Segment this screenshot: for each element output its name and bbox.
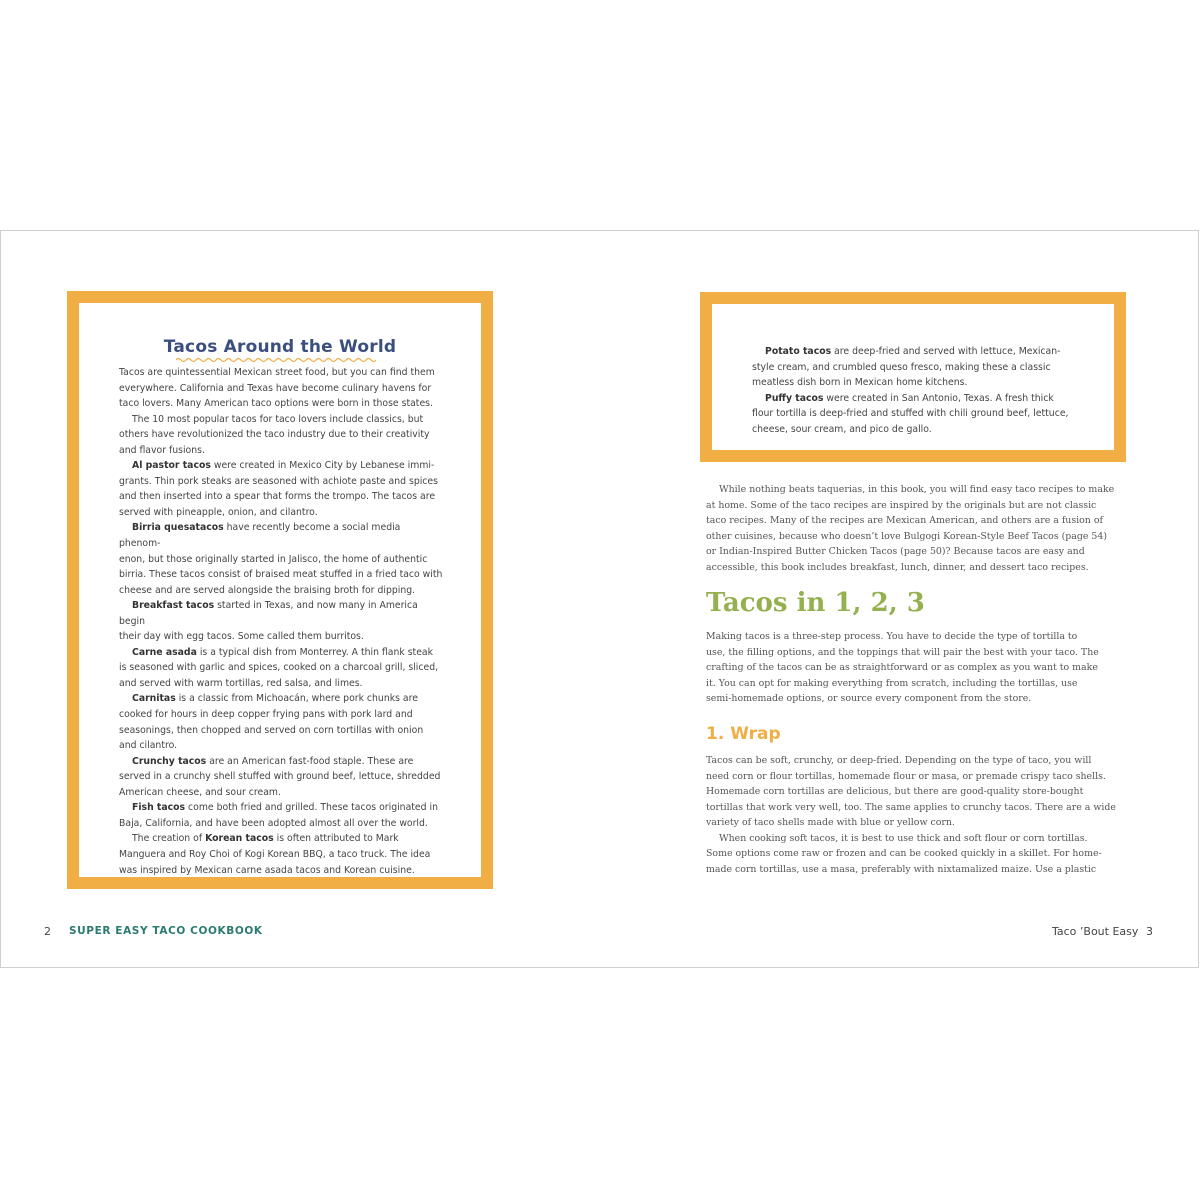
text-line: was inspired by Mexican carne asada tacos and Korean cuisine. (119, 864, 415, 876)
text-line: made corn tortillas, use a masa, preferably with nixtamalized maize. Use a plastic (706, 863, 1097, 875)
entry-name: Korean tacos (205, 833, 274, 845)
text-line: served in a crunchy shell stuffed with ground beef, lettuce, shredded (119, 771, 441, 783)
entry-name: Carne asada (132, 646, 197, 658)
text-line: were created in San Antonio, Texas. A fresh thick (823, 392, 1054, 404)
entry-crunchy (119, 754, 444, 801)
entry-carnitas (119, 691, 444, 753)
text-line: and cilantro. (119, 740, 178, 752)
text-line: flour tortilla is deep-fried and stuffed with chili ground beef, lettuce, (752, 408, 1069, 420)
text-line: and served with warm tortillas, red salsa, and limes. (119, 677, 363, 689)
text-line: is often attributed to Mark (273, 833, 399, 845)
text-line: accessible, this book includes breakfast, lunch, dinner, and dessert taco recipes. (706, 561, 1089, 573)
text-line: and then inserted into a spear that forms the trompo. The tacos are (119, 491, 436, 503)
entry-birria (119, 520, 444, 598)
entry-carne-asada (119, 645, 444, 692)
entry-name: Crunchy tacos (132, 755, 207, 767)
entry-potato (752, 344, 1077, 391)
text-line: or Indian-Inspired Butter Chicken Tacos (page 50)? Because tacos are easy and (706, 546, 1085, 558)
text-line: are an American fast-food staple. These are (206, 755, 414, 767)
entry-breakfast (119, 598, 444, 645)
right-page-number: 3 (1146, 925, 1153, 938)
text-line: need corn or flour tortillas, homemade flour or masa, or premade crispy taco shells. (706, 770, 1106, 782)
text-line: Homemade corn tortillas are delicious, but there are good-quality store-bought (706, 786, 1084, 798)
text-line: served with pineapple, onion, and cilantro. (119, 506, 318, 518)
entry-puffy (752, 391, 1077, 438)
text-line: their day with egg tacos. Some called them burritos. (119, 631, 364, 643)
section-intro-paragraph (706, 629, 1126, 707)
text-line: others have revolutionized the taco industry due to their creativity (119, 429, 430, 441)
text-line: semi-homemade options, or source every component from the store. (706, 693, 1032, 705)
wrap-paragraphs (706, 753, 1126, 877)
text-line: Baja, California, and have been adopted almost all over the world. (119, 817, 428, 829)
text-line: Manguera and Roy Choi of Kogi Korean BBQ, a taco truck. The idea (119, 848, 431, 860)
sidebar-title: Tacos Around the World (163, 337, 397, 357)
text-line: enon, but those originally started in Jalisco, the home of authentic (119, 553, 428, 565)
sidebar-body (119, 365, 444, 878)
text-line: is seasoned with garlic and spices, cooked on a charcoal grill, sliced, (119, 662, 439, 674)
sidebar-intro (119, 365, 444, 412)
text-line: birria. These tacos consist of braised meat stuffed in a fried taco with (119, 569, 443, 581)
title-underline-squiggle (176, 357, 379, 363)
text-line: use, the filling options, and the toppings that will pair the best with your taco. The (706, 646, 1099, 658)
entry-name: Puffy tacos (765, 392, 824, 404)
entry-name: Birria quesatacos (132, 522, 224, 534)
text-line: tortillas that work very well, too. The same applies to crunchy tacos. There are a wide (706, 801, 1116, 813)
text-line: is a classic from Michoacán, where pork chunks are (175, 693, 418, 705)
entry-name: Al pastor tacos (132, 460, 211, 472)
text-line: cheese, sour cream, and pico de gallo. (752, 423, 932, 435)
text-line: The 10 most popular tacos for taco lovers include classics, but (132, 413, 424, 425)
subsection-heading: 1. Wrap (706, 724, 781, 744)
text-line: While nothing beats taquerias, in this book, you will find easy taco recipes to make (719, 484, 1115, 495)
entry-fish (119, 800, 444, 831)
text-line: everywhere. California and Texas have become culinary havens for (119, 382, 432, 394)
entry-al-pastor (119, 458, 444, 520)
entry-name: Breakfast tacos (132, 600, 215, 612)
entry-korean (119, 831, 444, 878)
sidebar-box (67, 291, 493, 889)
entry-name: Carnitas (132, 693, 176, 705)
intro-paragraph (706, 482, 1126, 575)
sidebar-paragraph-2 (119, 412, 444, 459)
continued-sidebar-box (700, 292, 1126, 462)
text-line: it. You can opt for making everything from scratch, including the tortillas, use (706, 677, 1078, 689)
text-line: Tacos are quintessential Mexican street food, but you can find them (119, 367, 435, 378)
text-line: are deep-fried and served with lettuce, Mexican- (831, 346, 1061, 357)
left-page-number: 2 (44, 925, 51, 938)
text-line: grants. Thin pork steaks are seasoned with achiote paste and spices (119, 475, 438, 487)
entry-name: Potato tacos (765, 346, 832, 357)
text-line: started in Texas, and now many in America begin (119, 600, 418, 627)
text-line: other cuisines, because who doesn’t love Bulgogi Korean-Style Beef Tacos (page 54) (706, 530, 1107, 542)
text-line: style cream, and crumbled queso fresco, making these a classic (752, 361, 1051, 373)
text-line: and flavor fusions. (119, 444, 205, 456)
text-line: The creation of (132, 833, 206, 845)
text-line: crafting of the tacos can be as straightforward or as complex as you want to make (706, 662, 1098, 674)
text-line: Tacos can be soft, crunchy, or deep-fried. Depending on the type of taco, you will (706, 755, 1092, 766)
text-line: were created in Mexico City by Lebanese immi- (210, 460, 435, 472)
text-line: come both fried and grilled. These tacos originated in (185, 802, 438, 814)
text-line: American cheese, and sour cream. (119, 786, 281, 798)
book-title-footer: SUPER EASY TACO COOKBOOK (69, 925, 263, 937)
text-line: at home. Some of the taco recipes are inspired by the originals but are not classic (706, 499, 1097, 511)
text-line: cooked for hours in deep copper frying pans with pork lard and (119, 709, 413, 721)
text-line: variety of taco shells made with blue or yellow corn. (706, 817, 955, 829)
text-line: cheese and are served alongside the braising broth for dipping. (119, 584, 416, 596)
text-line: seasonings, then chopped and served on corn tortillas with onion (119, 724, 424, 736)
text-line: is a typical dish from Monterrey. A thin flank steak (196, 646, 433, 658)
entry-name: Fish tacos (132, 802, 186, 814)
text-line: taco recipes. Many of the recipes are Mexican American, and others are a fusion of (706, 515, 1103, 527)
text-line: Making tacos is a three-step process. You have to decide the type of tortilla to (706, 631, 1078, 642)
section-heading: Tacos in 1, 2, 3 (706, 588, 925, 618)
text-line: Some options come raw or frozen and can be cooked quickly in a skillet. For home- (706, 848, 1102, 860)
text-line: taco lovers. Many American taco options were born in those states. (119, 398, 433, 410)
continued-sidebar-body (752, 344, 1077, 437)
text-line: meatless dish born in Mexican home kitchens. (752, 377, 968, 389)
chapter-title-footer: Taco ’Bout Easy (1052, 925, 1139, 938)
text-line: have recently become a social media phenom- (119, 522, 401, 550)
text-line: When cooking soft tacos, it is best to use thick and soft flour or corn tortillas. (719, 832, 1088, 844)
